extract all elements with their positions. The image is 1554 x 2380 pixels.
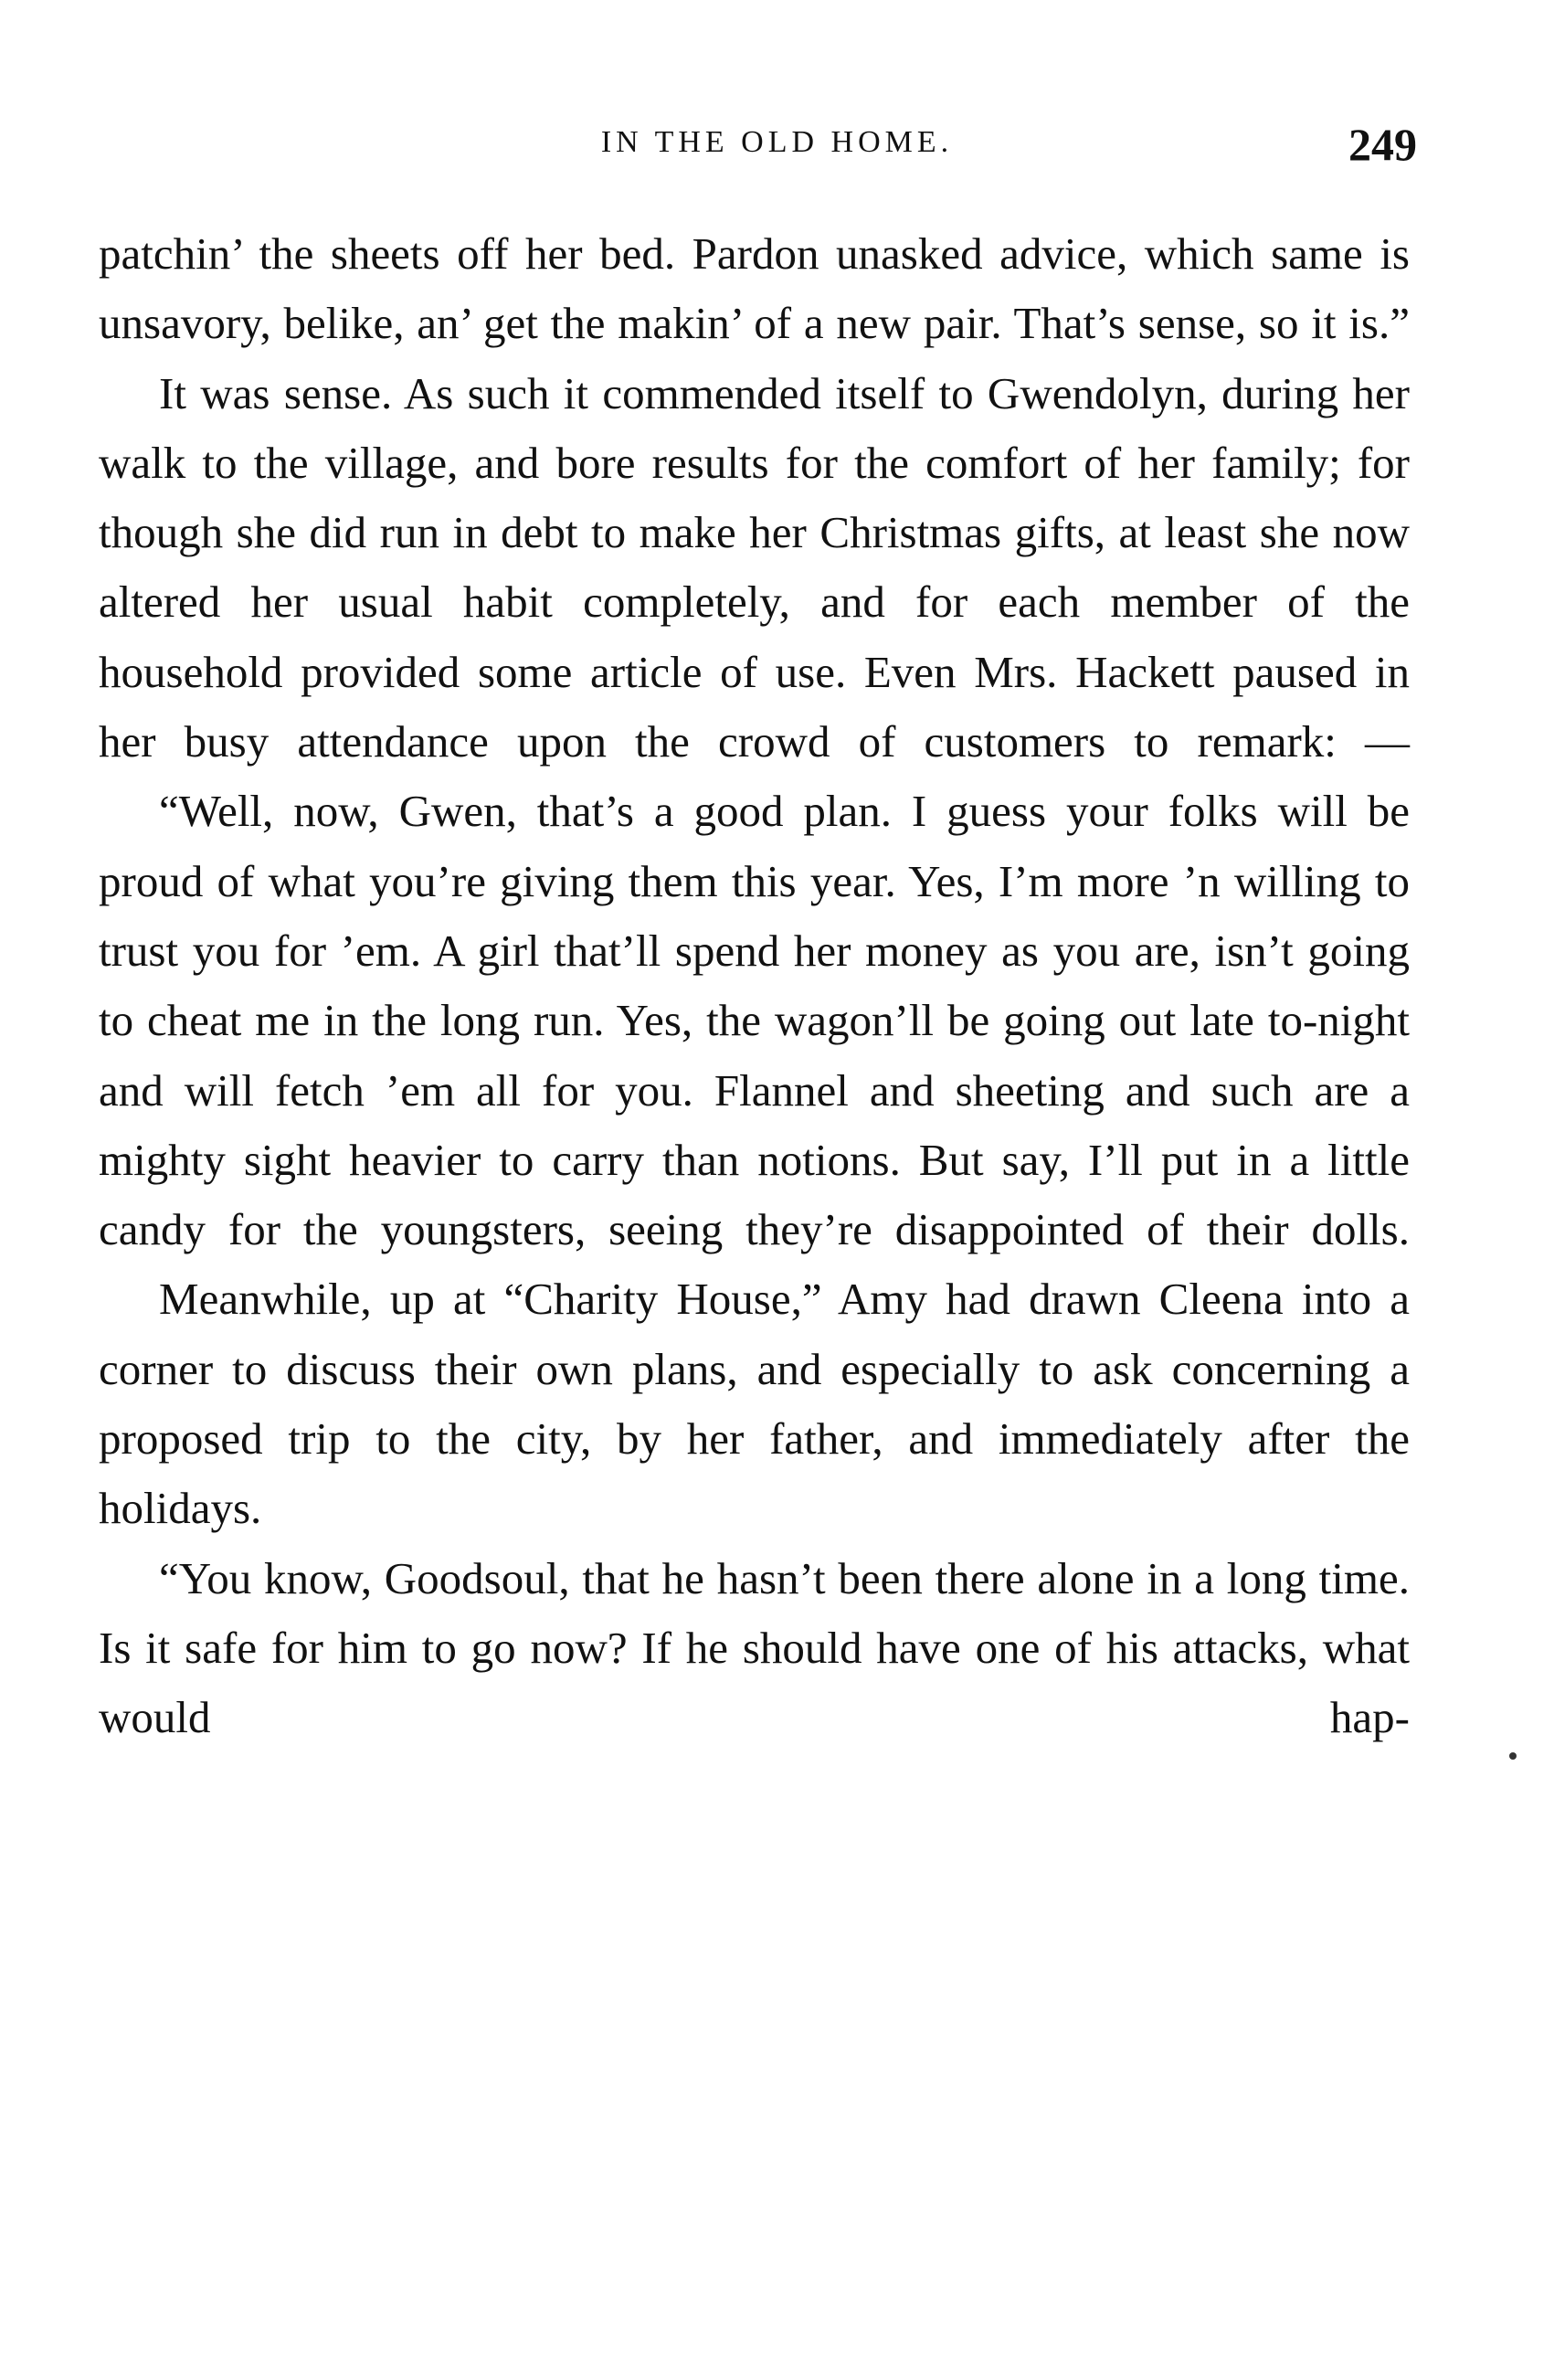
paragraph: Meanwhile, up at “Charity House,” Amy had drawn Cleena into a corner to discuss their own plans, and especially to ask concerning a proposed trip to the city, by her father, and immediately after the holidays. [99, 1274, 1410, 1534]
paragraph: It was sense. As such it commended itself to Gwendolyn, during her walk to the village, and bore results for the comfort of her family; for though she did run in debt to make her Christmas gifts, at least she now altered her usual habit completely, and for each member of the household provided some article of use. Even Mrs. Hackett paused in her busy attendance upon the crowd of customers to remark: — [99, 367, 1410, 767]
body-text [99, 219, 1410, 1753]
paragraph: “Well, now, Gwen, that’s a good plan. I guess your folks will be proud of what you’re giving them this year. Yes, I’m more ’n willing to trust you for ’em. A girl that’ll spend her money as you are, isn’t going to cheat me in the long run. Yes, the wagon’ll be going out late to-night and will fetch ’em all for you. Flannel and sheeting and such are a mighty sight heavier to carry than notions. But say, I’ll put in a little candy for the youngsters, seeing they’re disappointed of their dolls. [99, 786, 1410, 1255]
running-head [0, 117, 1554, 172]
paragraph: patchin’ the sheets off her bed. Pardon unasked advice, which same is unsavory, belike, an’ get the makin’ of a new pair. That’s sense, so it is.” [99, 228, 1410, 349]
ink-speck [1509, 1752, 1517, 1760]
running-title: IN THE OLD HOME. [600, 125, 954, 159]
page-number: 249 [1348, 119, 1417, 170]
paragraph: “You know, Goodsoul, that he hasn’t been there alone in a long time. Is it safe for him to go now? If he should have one of his attacks, what would hap- [99, 1552, 1410, 1743]
